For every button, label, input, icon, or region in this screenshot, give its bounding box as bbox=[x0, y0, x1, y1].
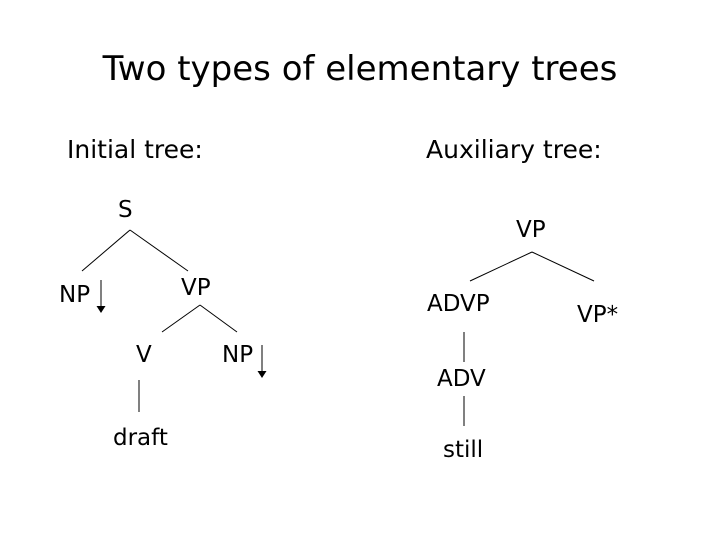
node-np-subject: NP bbox=[59, 282, 91, 308]
initial-tree-heading: Initial tree: bbox=[67, 135, 203, 164]
down-arrow-icon bbox=[258, 345, 267, 378]
node-s: S bbox=[118, 197, 133, 223]
node-adv: ADV bbox=[437, 366, 486, 392]
edge-vp-foot bbox=[532, 252, 594, 281]
auxiliary-tree-heading: Auxiliary tree: bbox=[426, 135, 602, 164]
edge-vp-advp bbox=[470, 252, 532, 281]
edge-s-np bbox=[82, 230, 130, 271]
node-v: V bbox=[136, 342, 152, 368]
down-arrow-icon bbox=[97, 280, 106, 313]
node-vp: VP bbox=[181, 275, 211, 301]
node-anchor-draft: draft bbox=[113, 425, 168, 451]
node-np-object: NP bbox=[222, 342, 254, 368]
slide-title: Two types of elementary trees bbox=[102, 49, 618, 89]
node-anchor-still: still bbox=[443, 437, 484, 463]
node-foot-vp: VP* bbox=[577, 302, 619, 328]
node-vp-root: VP bbox=[516, 217, 546, 243]
edge-vp-np bbox=[200, 305, 237, 332]
node-advp: ADVP bbox=[427, 291, 490, 317]
edge-vp-v bbox=[162, 305, 200, 332]
edge-s-vp bbox=[130, 230, 188, 271]
